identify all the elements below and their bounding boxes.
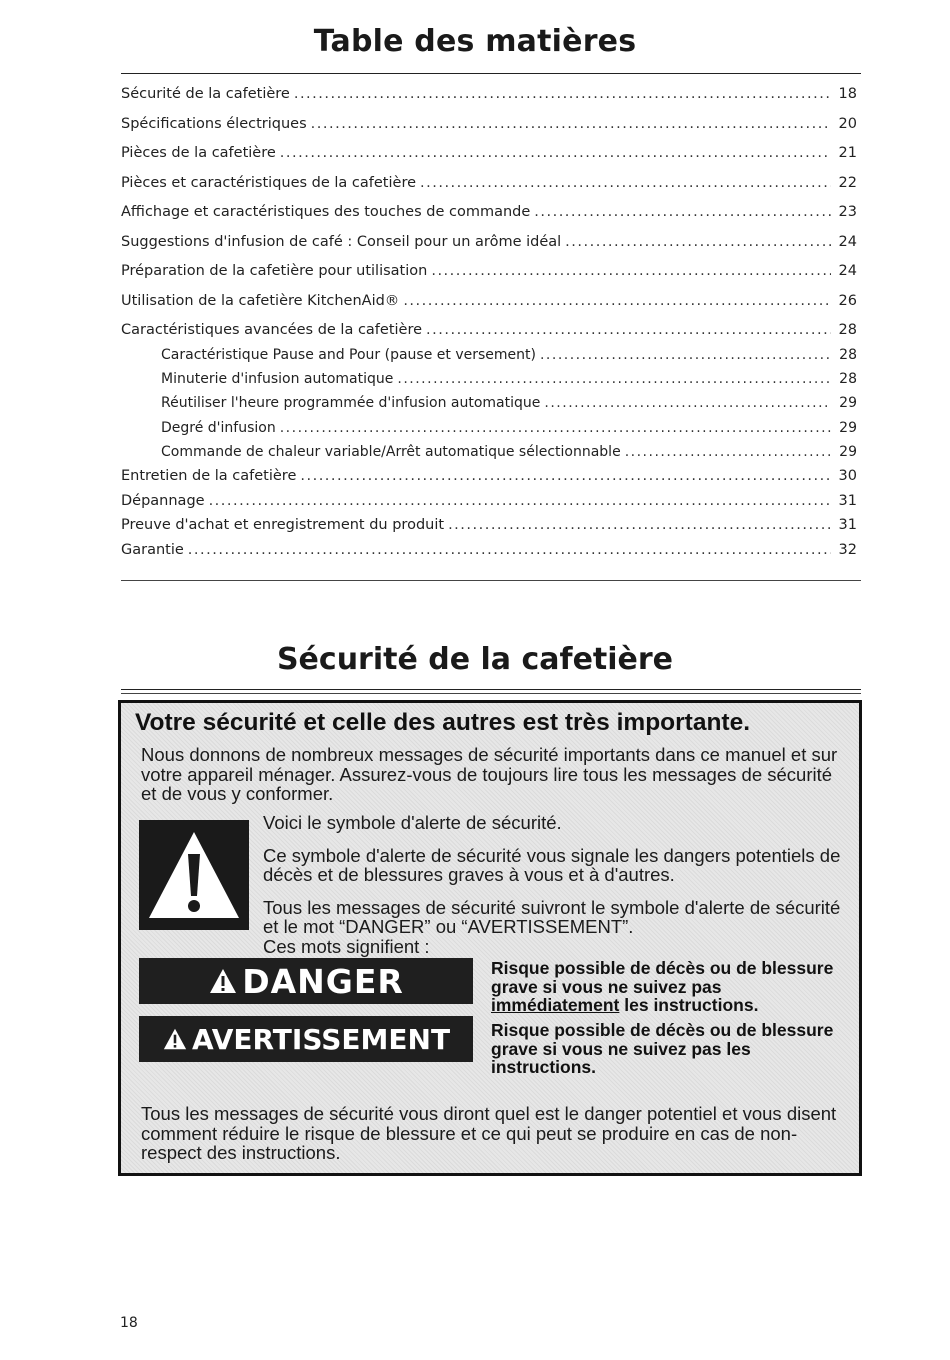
toc-entry-page: 28: [838, 322, 857, 338]
safety-closing-text: Tous les messages de sécurité vous diront quel est le danger potentiel et vous disent comment réduire le risque de blessure et ce qui peut se produire en cas de non-respect des instructions.: [141, 1103, 837, 1163]
toc-entry-page: 28: [839, 370, 857, 387]
danger-text-part1: Risque possible de décès ou de blessure grave si vous ne suivez pas: [491, 958, 834, 997]
danger-text-part2: les instructions.: [624, 995, 759, 1015]
toc-subentry[interactable]: [121, 420, 857, 444]
toc-title-rule: [121, 73, 861, 74]
toc-leader-dots: [397, 371, 831, 387]
danger-badge: [139, 958, 473, 1004]
toc-entry-label: Pièces et caractéristiques de la cafetière: [121, 174, 417, 191]
toc-subentry[interactable]: [121, 395, 857, 419]
toc-entry[interactable]: [121, 263, 857, 293]
toc-entry-page: 24: [838, 263, 857, 279]
toc-leader-dots: [311, 116, 831, 132]
toc-entry-label: Spécifications électriques: [121, 115, 307, 132]
toc-entry-page: 28: [839, 346, 857, 363]
toc-leader-dots: [431, 263, 831, 279]
toc-leader-dots: [625, 444, 831, 460]
toc-entry-page: 18: [838, 86, 857, 102]
safety-intro-text: Nous donnons de nombreux messages de sécurité importants dans ce manuel et sur votre appareil ménager. Assurez-vous de toujours lire tous les messages de sécurité et de vous y conformer.: [141, 744, 838, 804]
safety-alert-symbol: [139, 820, 249, 930]
toc-entry-page: 24: [838, 233, 857, 250]
toc-entry-page: 22: [838, 174, 857, 191]
toc-entry[interactable]: [121, 293, 857, 323]
toc-entry-label: Degré d'infusion: [161, 419, 276, 436]
toc-entry[interactable]: [121, 542, 857, 567]
toc-subentry[interactable]: [121, 347, 857, 371]
table-of-contents: [121, 86, 857, 566]
toc-leader-dots: [448, 517, 831, 533]
toc-leader-dots: [188, 542, 831, 558]
toc-entry-page: 29: [839, 395, 857, 412]
toc-subentry[interactable]: [121, 371, 857, 395]
toc-entry-label: Suggestions d'infusion de café : Conseil pour un arôme idéal: [121, 233, 562, 250]
safety-box-heading: Votre sécurité et celle des autres est très importante.: [135, 709, 751, 736]
section-title: Sécurité de la cafetière: [276, 642, 674, 677]
toc-entry-label: Garantie: [121, 541, 184, 558]
alert-symbol-desc: Ce symbole d'alerte de sécurité vous signale les dangers potentiels de décès et de blessures graves à vous et à d'autres.: [263, 844, 841, 885]
toc-entry-page: 29: [839, 444, 857, 461]
toc-leader-dots: [403, 293, 831, 309]
toc-leader-dots: [420, 175, 831, 191]
toc-entry-label: Pièces de la cafetière: [121, 145, 276, 161]
toc-entry-page: 31: [838, 517, 857, 534]
toc-entry[interactable]: [121, 145, 857, 175]
toc-entry-label: Réutiliser l'heure programmée d'infusion automatique: [161, 395, 541, 412]
toc-entry[interactable]: [121, 517, 857, 542]
section-title-rule: [121, 689, 861, 690]
section-title-rule-thin: [121, 693, 861, 694]
warning-triangle-icon: [139, 820, 249, 930]
page-number: 18: [120, 1315, 138, 1331]
toc-entry-page: 20: [838, 115, 857, 132]
words-mean-text: Ces mots signifient :: [263, 935, 430, 957]
toc-entry-page: 30: [838, 468, 857, 485]
toc-bottom-rule: [121, 580, 861, 581]
toc-leader-dots: [534, 204, 831, 220]
toc-entry-page: 29: [839, 419, 857, 436]
toc-subentry[interactable]: [121, 444, 857, 468]
toc-entry[interactable]: [121, 86, 857, 116]
toc-entry-page: 31: [838, 492, 857, 509]
toc-entry-page: 23: [838, 204, 857, 220]
toc-entry[interactable]: [121, 116, 857, 146]
toc-entry[interactable]: [121, 204, 857, 234]
danger-text-underlined: immédiatement: [491, 995, 620, 1015]
alert-symbol-explanation: [263, 813, 853, 969]
toc-entry-label: Preuve d'achat et enregistrement du produit: [121, 517, 445, 534]
toc-entry[interactable]: [121, 322, 857, 347]
toc-entry-page: 26: [838, 292, 857, 309]
toc-entry[interactable]: [121, 234, 857, 264]
toc-leader-dots: [426, 322, 831, 338]
warning-description: Risque possible de décès ou de blessure grave si vous ne suivez pas les instructions.: [491, 1020, 834, 1077]
safety-notice-box: [118, 700, 862, 1176]
toc-entry-label: Préparation de la cafetière pour utilisation: [121, 263, 428, 279]
danger-description: [491, 959, 851, 1015]
toc-entry-page: 21: [838, 145, 857, 161]
danger-label: DANGER: [242, 961, 404, 1001]
toc-entry-label: Caractéristique Pause and Pour (pause et versement): [161, 346, 536, 363]
toc-leader-dots: [544, 395, 831, 411]
toc-leader-dots: [540, 347, 831, 363]
toc-entry-label: Dépannage: [121, 492, 205, 509]
toc-entry-label: Affichage et caractéristiques des touches de commande: [121, 204, 531, 220]
toc-entry-label: Utilisation de la cafetière KitchenAid®: [121, 292, 400, 309]
alert-symbol-text: Voici le symbole d'alerte de sécurité.: [263, 812, 562, 833]
toc-title: Table des matières: [313, 24, 637, 59]
toc-leader-dots: [294, 86, 831, 102]
toc-entry-label: Minuterie d'infusion automatique: [161, 370, 394, 387]
toc-entry[interactable]: [121, 468, 857, 493]
alert-triangle-icon: [208, 967, 238, 995]
toc-entry[interactable]: [121, 493, 857, 518]
toc-leader-dots: [280, 145, 831, 161]
messages-follow-text: Tous les messages de sécurité suivront le symbole d'alerte de sécurité et le mot “DANGER” ou “AVERTISSEMENT”.: [263, 896, 841, 937]
toc-leader-dots: [565, 234, 831, 250]
toc-entry[interactable]: [121, 175, 857, 205]
toc-entry-label: Commande de chaleur variable/Arrêt automatique sélectionnable: [161, 444, 621, 461]
warning-label: AVERTISSEMENT: [191, 1022, 451, 1056]
toc-leader-dots: [280, 420, 831, 436]
toc-entry-label: Entretien de la cafetière: [121, 468, 297, 485]
toc-entry-label: Caractéristiques avancées de la cafetière: [121, 322, 423, 338]
alert-triangle-icon: [162, 1027, 188, 1051]
toc-entry-label: Sécurité de la cafetière: [121, 86, 290, 102]
warning-badge: [139, 1016, 473, 1062]
toc-leader-dots: [209, 493, 831, 509]
toc-leader-dots: [300, 468, 831, 484]
toc-entry-page: 32: [838, 541, 857, 558]
